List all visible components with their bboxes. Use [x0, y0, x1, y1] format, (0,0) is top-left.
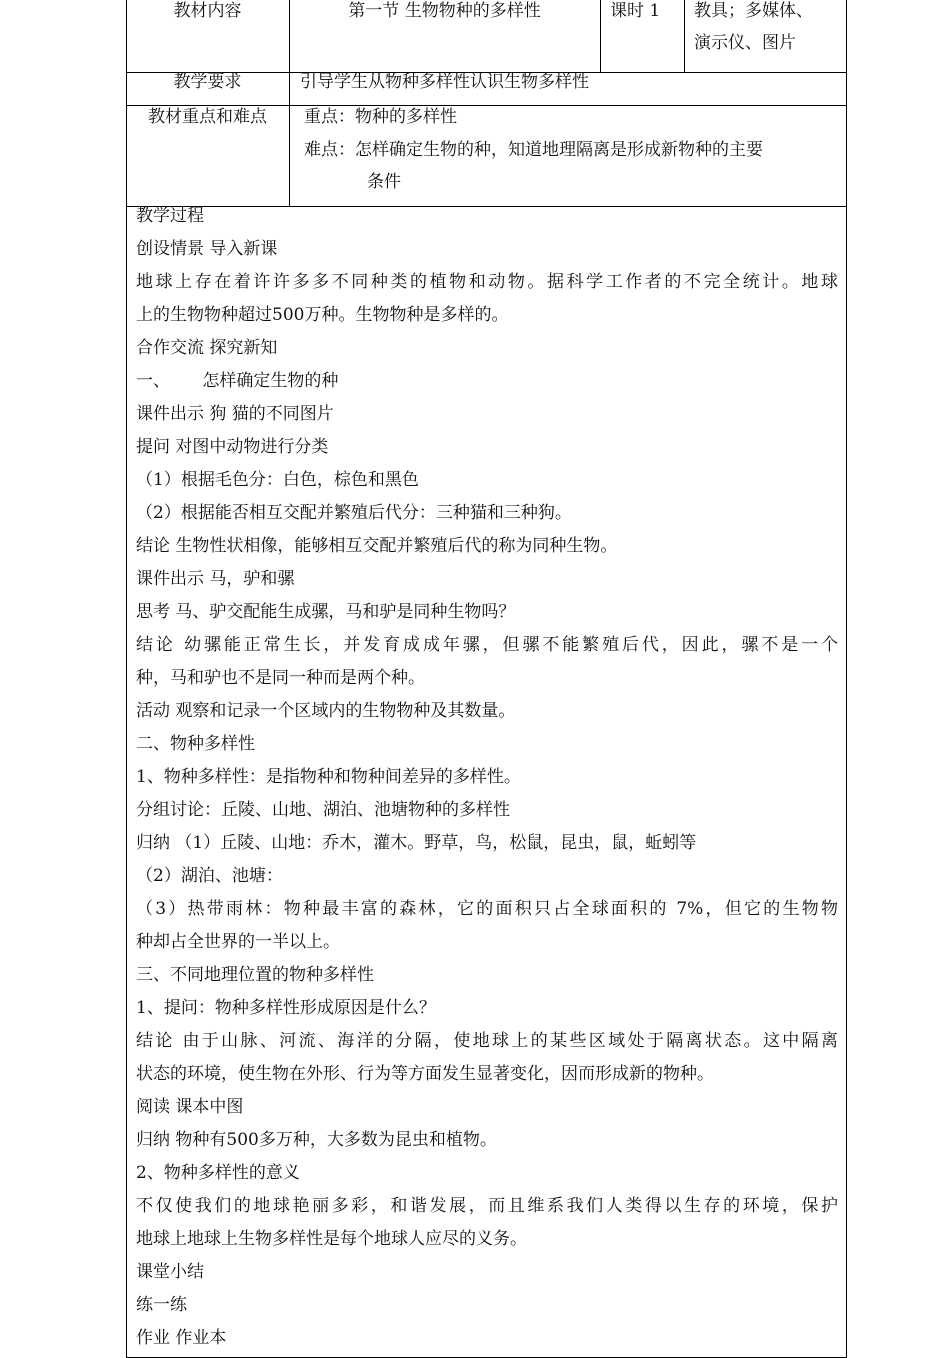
body-line: 提问 对图中动物进行分类	[136, 437, 329, 457]
key-point: 重点：物种的多样性	[304, 107, 457, 127]
body-line: 分组讨论：丘陵、山地、湖泊、池塘物种的多样性	[136, 800, 510, 820]
teaching-requirement: 引导学生从物种多样性认识生物多样性	[300, 72, 589, 92]
teaching-process	[136, 200, 838, 1355]
period-count: 课时 1	[610, 1, 661, 21]
body-line: 1、物种多样性：是指物种和物种间差异的多样性。	[136, 767, 521, 787]
difficulty-line1: 难点：怎样确定生物的种，知道地理隔离是形成新物种的主要	[304, 140, 763, 160]
body-line: 活动 观察和记录一个区域内的生物物种及其数量。	[136, 701, 516, 721]
body-line: 结论 由于山脉、河流、海洋的分隔，使地球上的某些区域处于隔离状态。这中隔离	[136, 1031, 838, 1051]
label-requirement: 教学要求	[173, 72, 242, 92]
body-line: 二、物种多样性	[136, 734, 255, 754]
body-line: 课件出示 狗 猫的不同图片	[136, 404, 334, 424]
body-line: 作业 作业本	[136, 1328, 227, 1348]
difficulty-line2: 条件	[367, 172, 401, 192]
body-line: 归纳 物种有500多万种，大多数为昆虫和植物。	[136, 1130, 497, 1150]
body-line: 课堂小结	[136, 1262, 204, 1282]
body-line: （2）湖泊、池塘：	[136, 866, 283, 886]
body-line: 创设情景 导入新课	[136, 239, 278, 259]
body-line: （1）根据毛色分：白色，棕色和黑色	[136, 470, 419, 490]
body-line: 一、 怎样确定生物的种	[136, 371, 339, 391]
body-line: 归纳 （1）丘陵、山地：乔木，灌木。野草，鸟，松鼠，昆虫，鼠，蚯蚓等	[136, 833, 697, 853]
body-line: 不仅使我们的地球艳丽多彩，和谐发展，而且维系我们人类得以生存的环境，保护	[136, 1196, 838, 1216]
body-line: 状态的环境，使生物在外形、行为等方面发生显著变化，因而形成新的物种。	[136, 1064, 714, 1084]
body-line: 地球上地球上生物多样性是每个地球人应尽的义务。	[136, 1229, 527, 1249]
body-line: 思考 马、驴交配能生成骡，马和驴是同种生物吗？	[136, 602, 516, 622]
body-line: 地球上存在着许许多多不同种类的植物和动物。据科学工作者的不完全统计。地球	[136, 272, 838, 292]
section-title: 第一节 生物物种的多样性	[348, 1, 541, 21]
process-heading: 教学过程	[136, 206, 204, 226]
body-line: 结论 生物性状相像，能够相互交配并繁殖后代的称为同种生物。	[136, 536, 618, 556]
column-divider	[600, 0, 601, 72]
teaching-tools-line2: 演示仪、图片	[694, 33, 796, 53]
body-line: （2）根据能否相互交配并繁殖后代分：三种猫和三种狗。	[136, 503, 572, 523]
body-line: 2、物种多样性的意义	[136, 1163, 300, 1183]
body-line: 种却占全世界的一半以上。	[136, 932, 340, 952]
label-keypoints: 教材重点和难点	[148, 107, 267, 127]
body-line: 阅读 课本中图	[136, 1097, 244, 1117]
label-content: 教材内容	[173, 1, 242, 21]
body-line: 练一练	[136, 1295, 187, 1315]
body-line: 1、提问：物种多样性形成原因是什么？	[136, 998, 436, 1018]
body-line: 上的生物物种超过500万种。生物物种是多样的。	[136, 305, 509, 325]
body-line: 种，马和驴也不是同一种而是两个种。	[136, 668, 425, 688]
body-line: （3）热带雨林：物种最丰富的森林，它的面积只占全球面积的 7%，但它的生物物	[136, 899, 838, 919]
body-line: 三、不同地理位置的物种多样性	[136, 965, 374, 985]
column-divider	[289, 0, 290, 206]
body-line: 课件出示 马，驴和骡	[136, 569, 295, 589]
teaching-tools-line1: 教具；多媒体、	[694, 1, 813, 21]
body-line: 结论 幼骡能正常生长，并发育成成年骡，但骡不能繁殖后代，因此，骡不是一个	[136, 635, 838, 655]
column-divider	[684, 0, 685, 72]
body-line: 合作交流 探究新知	[136, 338, 278, 358]
